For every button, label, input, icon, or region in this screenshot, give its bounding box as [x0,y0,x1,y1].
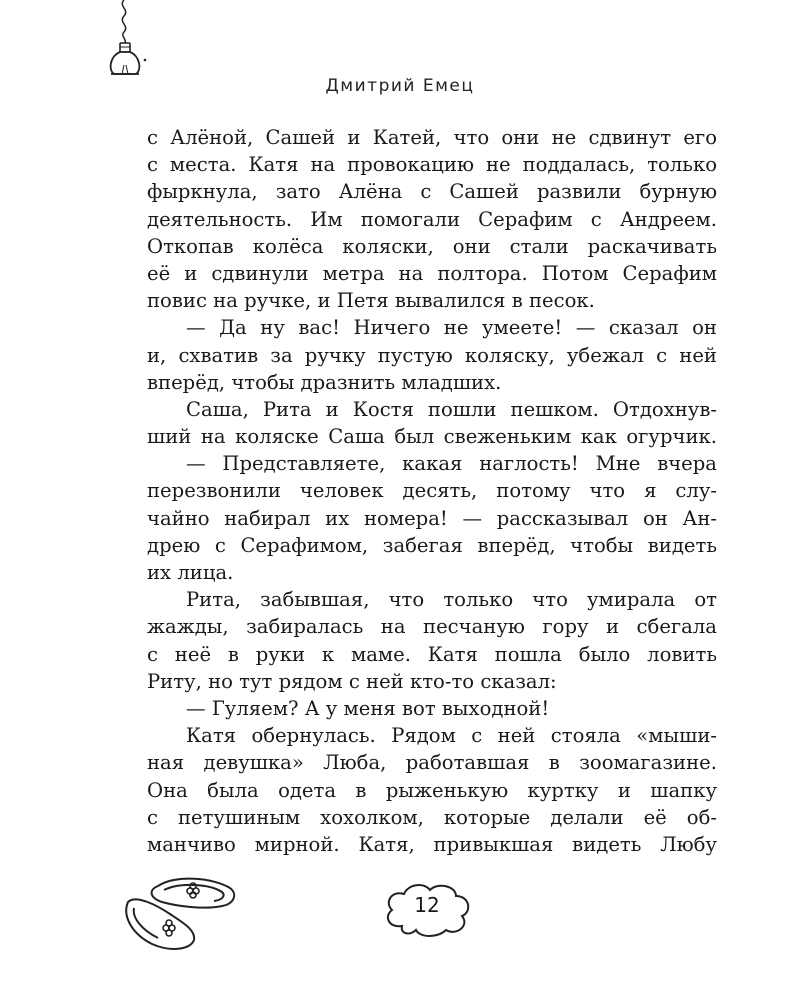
text-line: с Алёной, Сашей и Катей, что они не сдвинут его [147,126,717,149]
text-line: с петушиным хохолком, которые делали её об- [147,805,717,829]
text-line: — Да ну вас! Ничего не умеете! — сказал он [186,316,717,340]
text-line: — Представляете, какая наглость! Мне вчера [186,452,717,476]
text-line: деятельность. Им помогали Серафим с Андреем. [147,207,717,231]
text-line: — Гуляем? А у меня вот выходной! [186,696,550,720]
slippers-icon [118,872,240,954]
text-line: вперёд, чтобы дразнить младших. [147,370,502,394]
text-line: дрею с Серафимом, забегая вперёд, чтобы видеть [147,533,717,557]
text-line: и, схватив за ручку пустую коляску, убежал с ней [147,343,717,367]
running-header-author: Дмитрий Емец [325,76,475,96]
text-line: Риту, но тут рядом с ней кто-то сказал: [147,669,557,693]
text-line: чайно набирал их номера! — рассказывал он Ан- [147,506,717,530]
text-line: с места. Катя на провокацию не поддалась, только [147,153,717,177]
text-line: ший на коляске Саша был свеженьким как огурчик. [147,425,717,449]
text-line: её и сдвинули метра на полтора. Потом Серафим [147,261,717,285]
text-line: их лица. [147,561,234,584]
text-line: жажды, забиралась на песчаную гору и сбегала [147,615,717,639]
text-line: с неё в руки к маме. Катя пошла было ловить [147,642,717,666]
text-line: Она была одета в рыженькую куртку и шапку [147,778,717,802]
text-line: манчиво мирной. Катя, привыкшая видеть Любу [147,832,717,856]
text-line: повис на ручке, и Петя вывалился в песок. [147,289,595,313]
text-line: Катя обернулась. Рядом с ней стояла «мыши- [186,724,717,748]
text-line: Рита, забывшая, что только что умирала от [186,588,717,612]
text-line: перезвонили человек десять, потому что я слу- [147,479,717,503]
text-line: Откопав колёса коляски, они стали раскачивать [147,234,717,258]
page-number: 12 [414,893,440,917]
text-line: Саша, Рита и Костя пошли пешком. Отдохнув- [186,397,717,421]
page-body-text [147,124,717,858]
text-line: ная девушка» Люба, работавшая в зоомагазине. [147,751,717,775]
text-line: фыркнула, зато Алёна с Сашей развили бурную [147,180,717,204]
